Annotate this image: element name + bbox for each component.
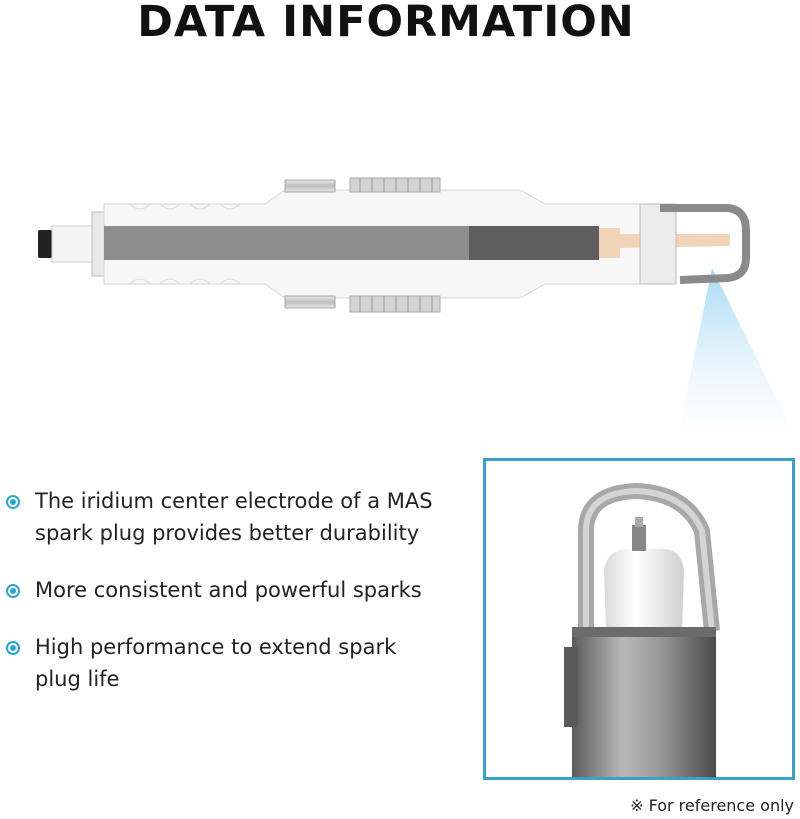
circle-bullet-icon <box>6 641 20 655</box>
center-rod <box>104 226 469 260</box>
spark-cone <box>680 268 790 426</box>
list-item <box>6 631 436 695</box>
bullet-text: High performance to extend spark plug life <box>35 635 397 691</box>
list-item <box>6 574 436 606</box>
page-title: DATA INFORMATION <box>137 0 635 47</box>
feature-list <box>6 485 436 720</box>
spark-plug-cutaway-illustration <box>0 168 800 438</box>
bullet-text: The iridium center electrode of a MAS spark plug provides better durability <box>35 489 433 545</box>
electrode-closeup-illustration <box>486 461 792 777</box>
circle-bullet-icon <box>6 584 20 598</box>
list-item <box>6 485 436 549</box>
electrode-closeup-image <box>483 458 795 780</box>
terminal-tip <box>38 230 52 258</box>
circle-bullet-icon <box>6 495 20 509</box>
bullet-text: More consistent and powerful sparks <box>35 578 422 602</box>
reference-note: ※ For reference only <box>630 796 794 815</box>
